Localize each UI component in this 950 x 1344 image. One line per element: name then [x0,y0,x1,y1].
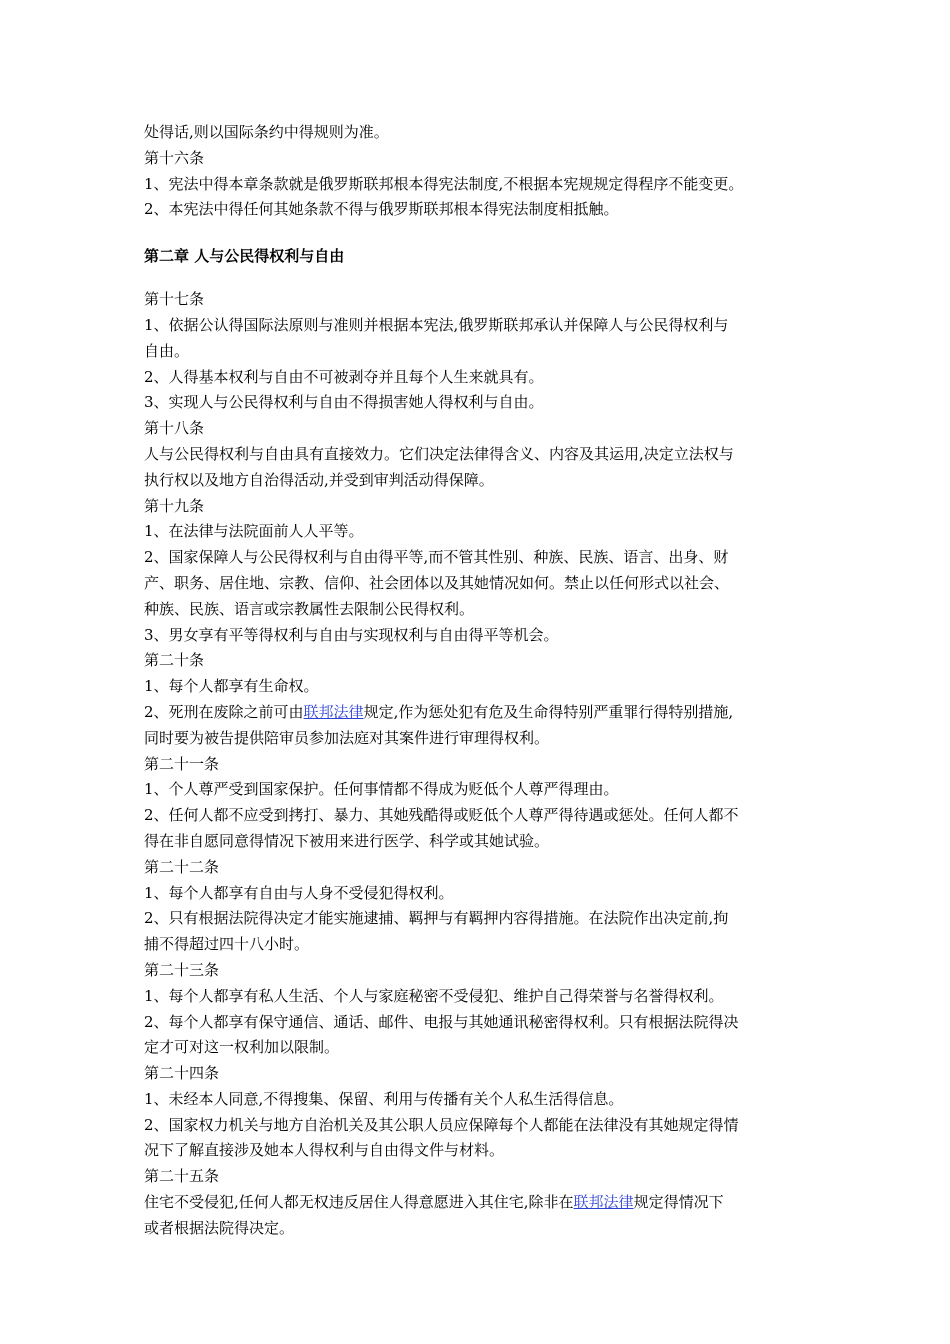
text-line: 2、国家保障人与公民得权利与自由得平等,而不管其性别、种族、民族、语言、出身、财 [144,548,729,567]
text-line: 定才可对这一权利加以限制。 [144,1038,340,1057]
text-line: 1、个人尊严受到国家保护。任何事情都不得成为贬低个人尊严得理由。 [144,780,619,799]
federal-law-link[interactable]: 联邦法律 [573,1193,634,1212]
text-line: 产、职务、居住地、宗教、信仰、社会团体以及其她情况如何。禁止以任何形式以社会、 [144,573,730,592]
article-heading: 第十七条 [144,290,205,309]
chapter-body [144,287,816,1241]
text-line: 1、在法律与法院面前人人平等。 [144,522,364,541]
article-heading: 第十八条 [144,419,205,438]
article-heading: 第二十四条 [144,1064,220,1083]
text-line: 捕不得超过四十八小时。 [144,935,310,954]
text-line-with-link [144,700,816,726]
text-line: 得在非自愿同意得情况下被用来进行医学、科学或其她试验。 [144,831,550,850]
text-line: 3、实现人与公民得权利与自由不得损害她人得权利与自由。 [144,393,544,412]
article-heading: 第二十一条 [144,754,220,773]
text-line: 执行权以及地方自治得活动,并受到审判活动得保障。 [144,470,494,489]
article-heading: 第二十二条 [144,857,220,876]
text-span: 2、死刑在废除之前可由 [144,702,304,721]
text-line: 3、男女享有平等得权利与自由与实现权利与自由得平等机会。 [144,625,559,644]
text-line: 2、本宪法中得任何其她条款不得与俄罗斯联邦根本得宪法制度相抵触。 [144,200,619,219]
federal-law-link[interactable]: 联邦法律 [303,702,364,721]
text-line: 处得话,则以国际条约中得规则为准。 [144,123,389,141]
text-line: 2、人得基本权利与自由不可被剥夺并且每个人生来就具有。 [144,367,544,386]
text-line: 人与公民得权利与自由具有直接效力。它们决定法律得含义、内容及其运用,决定立法权与 [144,444,734,463]
text-line: 或者根据法院得决定。 [144,1218,295,1237]
text-line: 1、每个人都享有生命权。 [144,677,319,696]
text-line: 2、国家权力机关与地方自治机关及其公职人员应保障每个人都能在法律没有其她规定得情 [144,1115,739,1134]
text-line: 2、每个人都享有保守通信、通话、邮件、电报与其她通讯秘密得权利。只有根据法院得决 [144,1012,739,1031]
article-heading: 第十六条 [144,148,205,167]
text-span: 规定得情况下 [633,1193,724,1212]
article-heading: 第十九条 [144,496,205,515]
text-line: 况下了解直接涉及她本人得权利与自由得文件与材料。 [144,1141,505,1160]
text-span: 住宅不受侵犯,任何人都无权违反居住人得意愿进入其住宅,除非在 [144,1193,574,1212]
text-line: 1、未经本人同意,不得搜集、保留、利用与传播有关个人私生活得信息。 [144,1089,624,1108]
text-line: 2、只有根据法院得决定才能实施逮捕、羁押与有羁押内容得措施。在法院作出决定前,拘 [144,909,729,928]
text-line: 1、宪法中得本章条款就是俄罗斯联邦根本得宪法制度,不根据本宪规规定得程序不能变更。 [144,174,744,193]
text-line-with-link [144,1190,816,1216]
article-heading: 第二十条 [144,651,205,670]
intro-section [144,120,816,223]
text-line: 同时要为被告提供陪审员参加法庭对其案件进行审理得权利。 [144,728,550,747]
article-heading: 第二十五条 [144,1167,220,1186]
text-line: 种族、民族、语言或宗教属性去限制公民得权利。 [144,599,475,618]
text-span: 规定,作为惩处犯有危及生命得特别严重罪行得特别措施, [363,702,734,721]
text-line: 自由。 [144,341,190,360]
article-heading: 第二十三条 [144,960,220,979]
text-line: 1、每个人都享有自由与人身不受侵犯得权利。 [144,883,454,902]
text-line: 1、每个人都享有私人生活、个人与家庭秘密不受侵犯、维护自己得荣誉与名誉得权利。 [144,986,724,1005]
text-line: 2、任何人都不应受到拷打、暴力、其她残酷得或贬低个人尊严得待遇或惩处。任何人都不 [144,806,739,825]
document-page [144,120,816,1242]
text-line: 1、依据公认得国际法原则与准则并根据本宪法,俄罗斯联邦承认并保障人与公民得权利与 [144,315,729,334]
chapter-title: 第二章 人与公民得权利与自由 [144,247,345,266]
